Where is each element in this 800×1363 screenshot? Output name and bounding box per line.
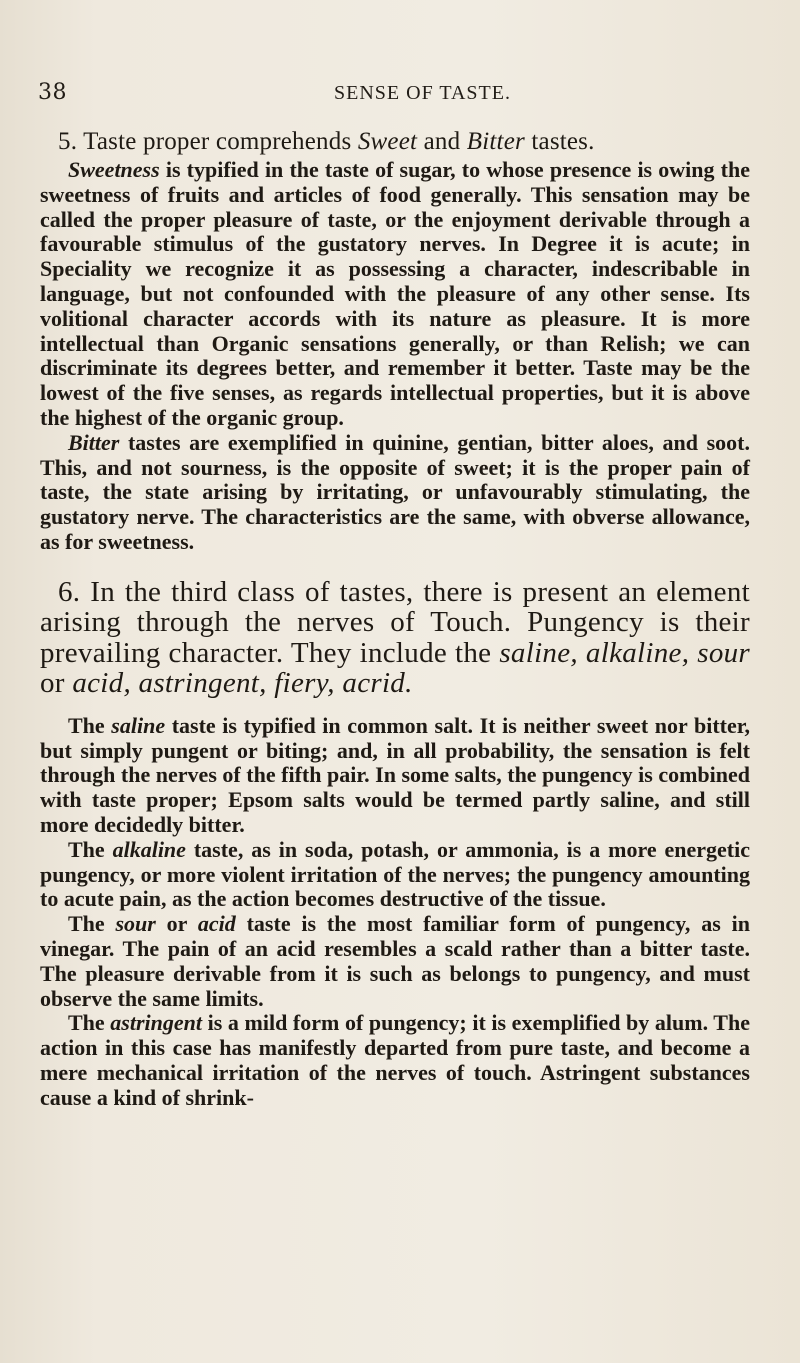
sweetness-lead: Sweetness xyxy=(68,157,160,182)
paragraph-sour xyxy=(40,912,750,1011)
paragraph-bitter xyxy=(40,431,750,555)
sweetness-text: is typified in the taste of sugar, to whose presence is owing the sweetness of fruits and articles of food generally. This sensation may be called the proper pleasure of taste, or the enjoyment derivable through a favourable stimulus of the gustatory nerves. In Degree it is acute; in Speciality we recognize it as possessing a character, indescribable in language, but not confounded with the pleasure of any other sense. Its volitional character accords with its nature as pleasure. It is more intellectual than Organic sensations generally, or than Relish; we can discriminate its degrees better, and remember it better. Taste may be the lowest of the five senses, as regards intellectual properties, but it is above the highest of the organic group. xyxy=(40,157,750,430)
paragraph-saline xyxy=(40,714,750,838)
saline-lead: saline xyxy=(111,712,166,738)
paragraph-astringent xyxy=(40,1011,750,1110)
sour-or: or xyxy=(155,911,198,937)
bitter-lead: Bitter xyxy=(68,429,120,455)
section-5-sweet: Sweet xyxy=(357,128,418,155)
saline-pre: The xyxy=(68,712,112,738)
alkaline-pre: The xyxy=(68,836,113,862)
sour-text: taste is the most familiar form of pungency, as in vinegar. The pain of an acid resembles a scald rather than a bitter taste. The pleasure derivable from it is such as belongs to pungency, and must observe the same limits. xyxy=(40,911,750,1011)
page-header xyxy=(38,80,690,110)
page-number: 38 xyxy=(38,80,67,105)
alkaline-lead: alkaline xyxy=(112,836,186,862)
bitter-text: tastes are exemplified in quinine, gentian, bitter aloes, and soot. This, and not sourness, is the opposite of sweet; it is the proper pain of taste, the state arising by irritating, or unfavourably stimulating, the gustatory nerve. The characteristics are the same, with obverse allowance, as for sweetness. xyxy=(40,429,750,554)
body-text xyxy=(40,128,750,1111)
section-6-text: 6. In the third class of tastes, there is present an element arising through the nerves of Touch. Pungency is their prevailing character. They include the xyxy=(40,575,750,669)
section-6-list: saline, alkaline, sour xyxy=(499,636,751,669)
astringent-text: is a mild form of pungency; it is exemplified by alum. The action in this case has manifestly departed from pure taste, and become a mere mechanical irritation of the nerves of touch. Astringent substances cause a kind of shrink- xyxy=(40,1010,750,1110)
section-5-text-a: Taste proper comprehends xyxy=(77,128,358,155)
saline-text: taste is typified in common salt. It is neither sweet nor bitter, but simply pungent or biting; and, in all probability, the sensation is felt through the nerves of the fifth pair. In some salts, the pungency is combined with taste proper; Epsom salts would be termed partly saline, and still more decidedly bitter. xyxy=(40,712,750,837)
section-6-paragraph xyxy=(40,577,750,699)
section-5-text-b: tastes. xyxy=(524,128,595,155)
sour-pre: The xyxy=(68,911,116,937)
sour-lead: sour xyxy=(115,911,156,937)
alkaline-text: taste, as in soda, potash, or ammonia, is a more energetic pungency, or more violent irritation of the nerves; the pungency amounting to acute pain, as the action becomes destructive of the tissue. xyxy=(40,836,750,912)
section-5-bitter: Bitter xyxy=(466,128,525,155)
paragraph-sweetness xyxy=(40,158,750,431)
section-6-or: or xyxy=(40,667,73,700)
section-5-and: and xyxy=(417,128,467,155)
running-head: SENSE OF TASTE. xyxy=(334,82,511,104)
paragraph-alkaline xyxy=(40,838,750,912)
section-5-heading xyxy=(40,128,750,156)
section-5-number: 5. xyxy=(58,128,78,155)
astringent-pre: The xyxy=(68,1010,111,1036)
acid-lead: acid xyxy=(197,911,236,937)
astringent-lead: astringent xyxy=(110,1010,202,1036)
section-6-list2: acid, astringent, fiery, acrid. xyxy=(72,667,413,700)
